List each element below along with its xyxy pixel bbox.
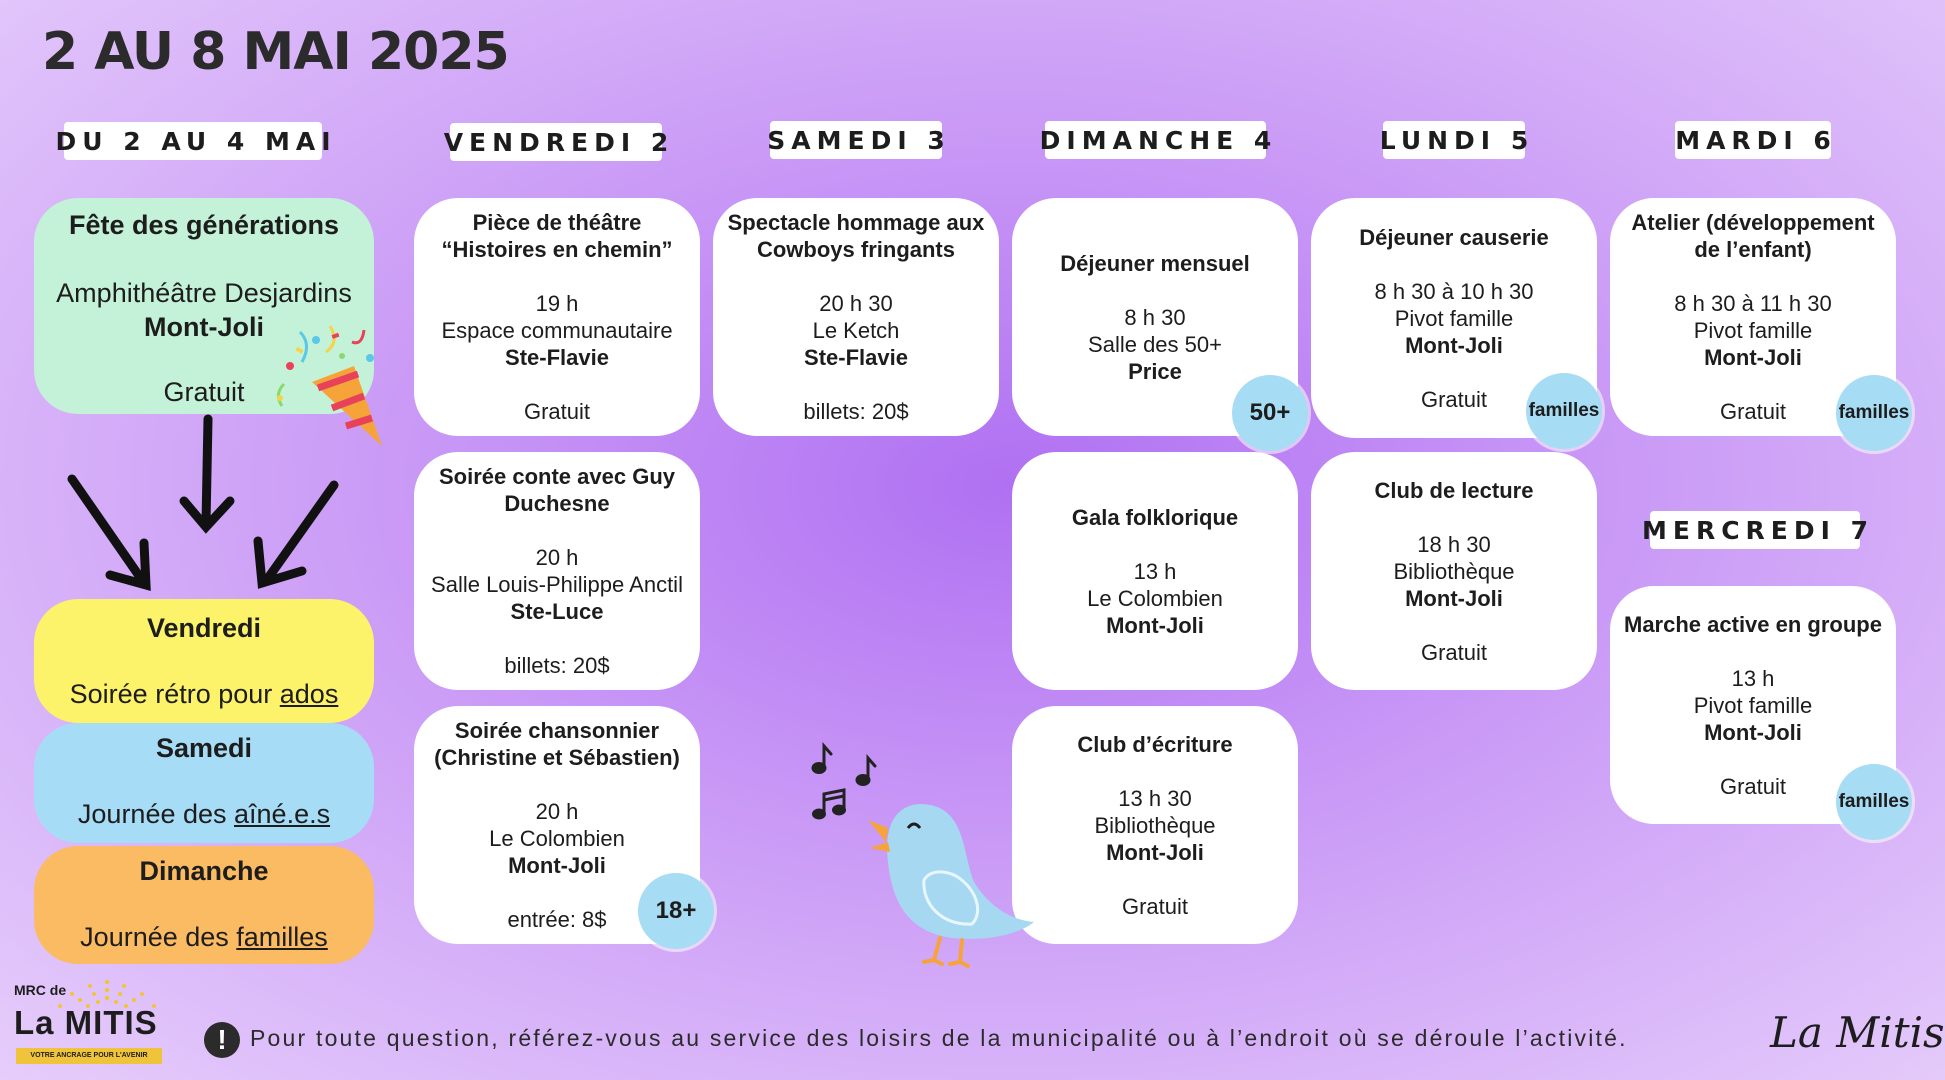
family-badge: familles — [1836, 764, 1912, 840]
event-card: Soirée chansonnier (Christine et Sébastien) 20 h Le Colombien Mont-Joli entrée: 8$ — [414, 706, 700, 944]
logo-mrc-la-mitis: MRC de La MITIS VOTRE ANCRAGE POUR L'AVENIR — [14, 978, 164, 1074]
event-card: Club d’écriture 13 h 30 Bibliothèque Mont-Joli Gratuit — [1012, 706, 1298, 944]
theme-card-saturday — [34, 723, 374, 843]
warning-icon: ! — [204, 1022, 240, 1058]
theme-label: Journée des aîné.e.s — [77, 799, 331, 829]
logo-la-mitis: La Mitis — [1770, 1008, 1945, 1057]
event-card: Gala folklorique 13 h Le Colombien Mont-Joli — [1012, 452, 1298, 690]
theme-card-sunday — [34, 846, 374, 964]
event-card: Marche active en groupe 13 h Pivot famille Mont-Joli Gratuit — [1610, 586, 1896, 824]
festival-venue: Amphithéâtre Desjardins — [56, 278, 352, 308]
event-card: Déjeuner mensuel 8 h 30 Salle des 50+ Price — [1012, 198, 1298, 436]
event-card: Atelier (développement de l’enfant) 8 h 30 à 11 h 30 Pivot famille Mont-Joli Gratuit — [1610, 198, 1896, 436]
event-card: Déjeuner causerie 8 h 30 à 10 h 30 Pivot famille Mont-Joli Gratuit — [1311, 198, 1597, 438]
age-badge: 50+ — [1232, 375, 1308, 451]
festival-name: Fête des générations — [68, 210, 340, 240]
header-sunday: DIMANCHE 4 — [1045, 121, 1266, 159]
page-title: 2 AU 8 MAI 2025 — [42, 22, 509, 82]
theme-day: Vendredi — [146, 613, 262, 643]
bird-icon — [862, 792, 1042, 970]
age-badge: 18+ — [638, 873, 714, 949]
event-card: Pièce de théâtre “Histoires en chemin” 19 h Espace communautaire Ste-Flavie Gratuit — [414, 198, 700, 436]
event-card: Club de lecture 18 h 30 Bibliothèque Mont-Joli Gratuit — [1311, 452, 1597, 690]
header-saturday: SAMEDI 3 — [770, 121, 942, 159]
family-badge: familles — [1836, 375, 1912, 451]
family-badge: familles — [1526, 373, 1602, 449]
festival-city: Mont-Joli — [144, 312, 264, 342]
down-arrow-icon — [62, 415, 352, 595]
theme-label: Soirée rétro pour ados — [69, 679, 339, 709]
theme-day: Dimanche — [139, 856, 269, 886]
header-friday: VENDREDI 2 — [450, 123, 662, 161]
event-card: Spectacle hommage aux Cowboys fringants 20 h 30 Le Ketch Ste-Flavie billets: 20$ — [713, 198, 999, 436]
header-wednesday: MERCREDI 7 — [1650, 511, 1860, 549]
theme-day: Samedi — [155, 733, 253, 763]
theme-card-friday — [34, 599, 374, 723]
footer-note: Pour toute question, référez-vous au service des loisirs de la municipalité ou à l’endroit où se déroule l’activité. — [250, 1025, 1628, 1051]
header-tuesday: MARDI 6 — [1675, 121, 1831, 159]
theme-label: Journée des familles — [80, 922, 328, 952]
event-card: Soirée conte avec Guy Duchesne 20 h Salle Louis-Philippe Anctil Ste-Luce billets: 20$ — [414, 452, 700, 690]
festival-price: Gratuit — [163, 377, 245, 407]
header-monday: LUNDI 5 — [1383, 121, 1525, 159]
header-weekend: DU 2 AU 4 MAI — [64, 122, 322, 160]
